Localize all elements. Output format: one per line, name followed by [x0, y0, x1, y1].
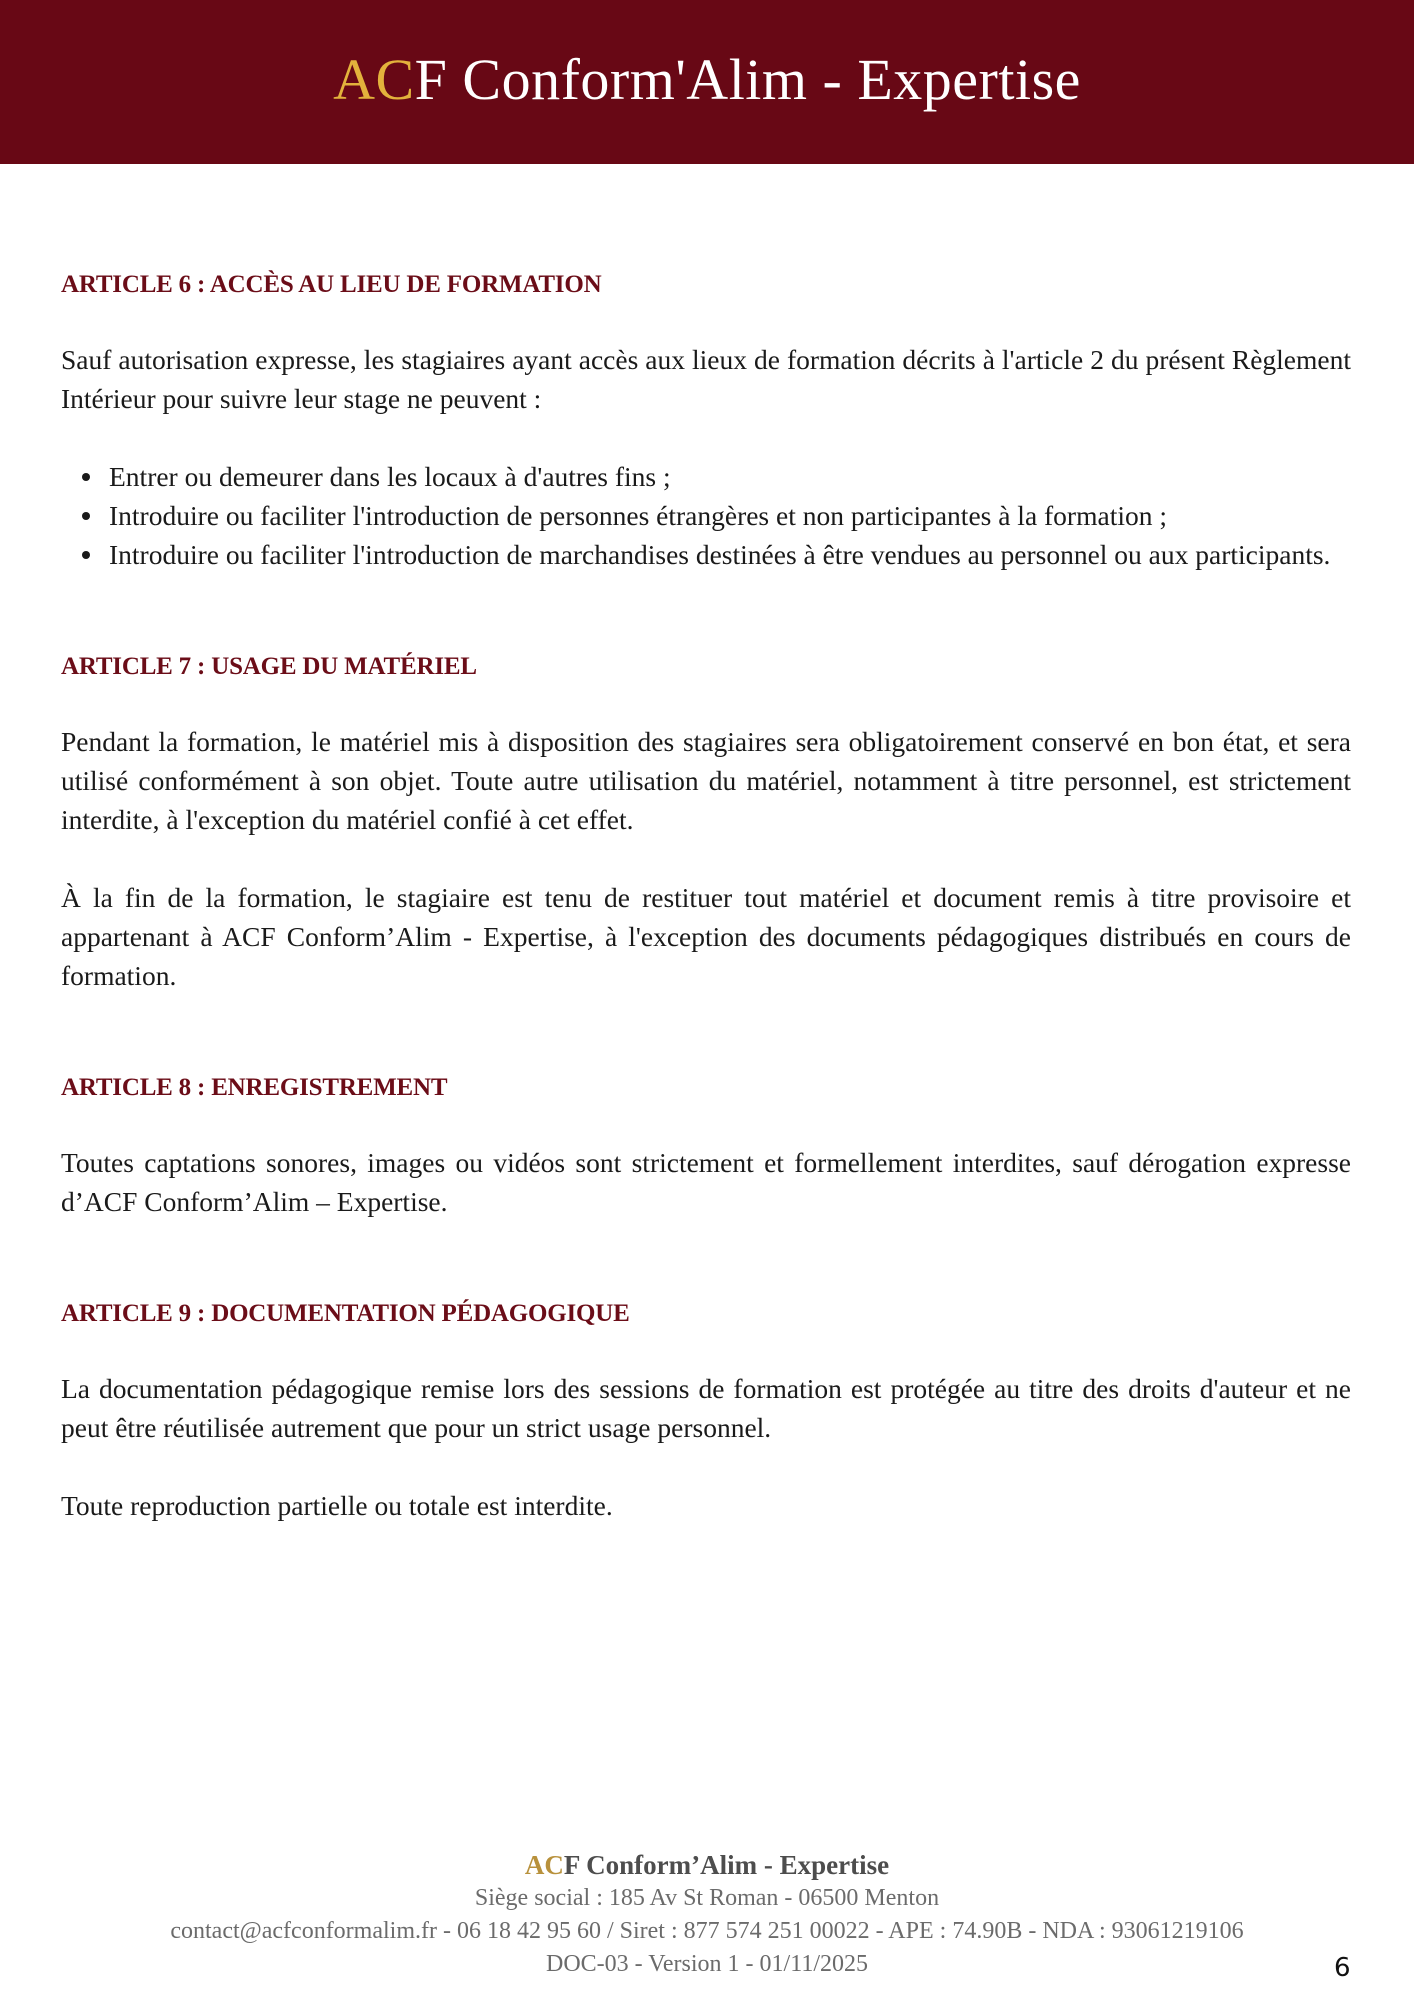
article-8	[61, 1071, 1351, 1221]
article-paragraph: Toutes captations sonores, images ou vidéos sont strictement et formellement interdites, sauf dérogation expresse d’ACF Conform’Alim – Expertise.	[61, 1147, 1351, 1217]
list-item	[109, 496, 1351, 535]
list-item-text: Entrer ou demeurer dans les locaux à d'autres fins ;	[109, 461, 671, 492]
page-footer	[0, 1848, 1414, 1981]
document-body	[61, 268, 1351, 1525]
header-band	[0, 0, 1414, 164]
bullet-list	[61, 457, 1351, 574]
footer-brand-accent: AC	[524, 1850, 564, 1880]
article-paragraph: Toute reproduction partielle ou totale est interdite.	[61, 1490, 613, 1521]
bullet-icon	[82, 512, 90, 520]
footer-doc-ref: DOC-03 - Version 1 - 01/11/2025	[546, 1951, 868, 1977]
list-item-text: Introduire ou faciliter l'introduction de marchandises destinées à être vendues au personnel ou aux participants.	[109, 539, 1331, 570]
article-paragraph: Pendant la formation, le matériel mis à disposition des stagiaires sera obligatoirement conservé en bon état, et sera utilisé conformément à son objet. Toute autre utilisation du matériel, notamment à titre personnel, est strictement interdite, à l'exception du matériel confié à cet effet.	[61, 726, 1351, 835]
bullet-icon	[82, 551, 90, 559]
article-paragraph: La documentation pédagogique remise lors des sessions de formation est protégée au titre des droits d'auteur et ne peut être réutilisée autrement que pour un strict usage personnel.	[61, 1373, 1351, 1443]
article-heading: ARTICLE 9 : DOCUMENTATION PÉDAGOGIQUE	[61, 1300, 630, 1327]
article-heading: ARTICLE 7 : USAGE DU MATÉRIEL	[61, 653, 477, 680]
footer-address: Siège social : 185 Av St Roman - 06500 Menton	[474, 1885, 940, 1911]
article-9	[61, 1297, 1351, 1525]
article-6	[61, 268, 1351, 574]
list-item	[109, 457, 1351, 496]
page-number: 6	[1334, 1953, 1351, 1983]
header-title-accent: AC	[333, 46, 415, 112]
article-paragraph: À la fin de la formation, le stagiaire est tenu de restituer tout matériel et document remis à titre provisoire et appartenant à ACF Conform’Alim - Expertise, à l'exception des documents pédagogiques distribués en cours de formation.	[61, 882, 1351, 991]
header-title-rest: F Conform'Alim - Expertise	[414, 46, 1081, 112]
article-paragraph: Sauf autorisation expresse, les stagiaires ayant accès aux lieux de formation décrits à l'article 2 du présent Règlement Intérieur pour suivre leur stage ne peuvent :	[61, 344, 1351, 414]
article-heading: ARTICLE 6 : ACCÈS AU LIEU DE FORMATION	[61, 271, 602, 298]
footer-brand-rest: F Conform’Alim - Expertise	[563, 1850, 890, 1880]
list-item-text: Introduire ou faciliter l'introduction de personnes étrangères et non participantes à la formation ;	[109, 500, 1167, 531]
article-7	[61, 650, 1351, 995]
header-title	[333, 46, 1081, 113]
list-item	[109, 535, 1351, 574]
article-heading: ARTICLE 8 : ENREGISTREMENT	[61, 1074, 448, 1101]
bullet-icon	[82, 473, 90, 481]
footer-contact: contact@acfconformalim.fr - 06 18 42 95 60 / Siret : 877 574 251 00022 - APE : 74.90B - NDA : 93061219106	[170, 1918, 1244, 1944]
footer-brand	[0, 1848, 1414, 1882]
